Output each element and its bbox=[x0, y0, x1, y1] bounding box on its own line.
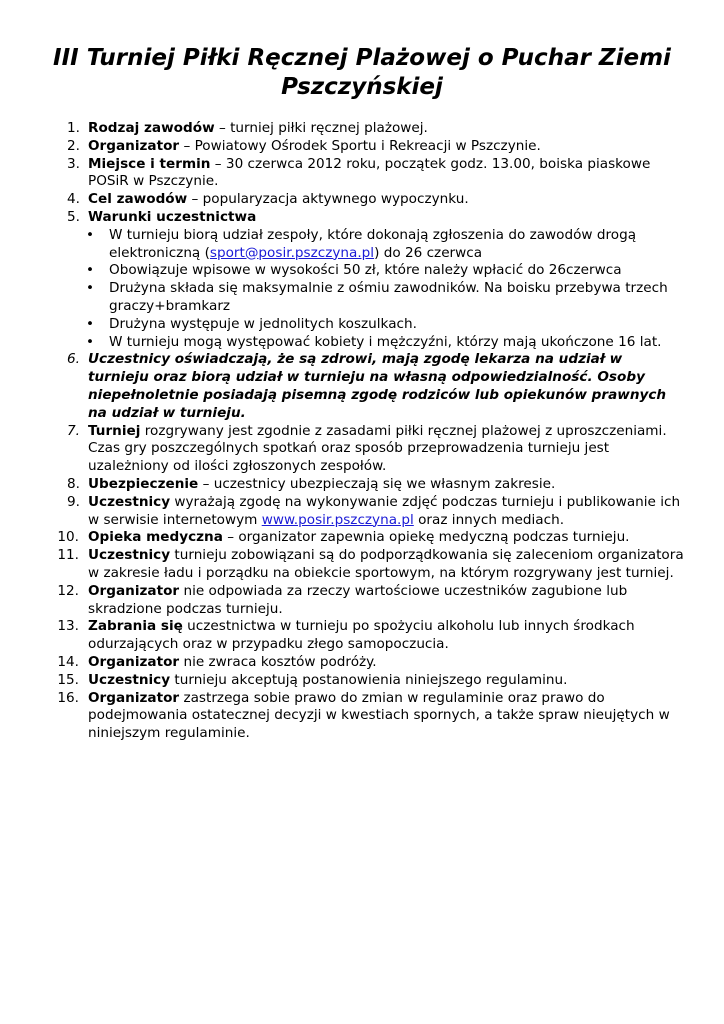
conditions-bullet-list bbox=[0, 227, 724, 352]
item-text: zastrzega sobie prawo do zmian w regulaminie oraz prawo do podejmowania ostatecznej decyzji w kwestiach spornych, a także spraw nieujętych w niniejszym regulaminie. bbox=[88, 689, 670, 742]
item-number: 16. bbox=[57, 689, 79, 706]
item-text: wyrażają zgodę na wykonywanie zdjęć podczas turnieju i publikowanie ich w serwisie internetowym bbox=[88, 493, 681, 528]
bullet-icon: • bbox=[86, 280, 95, 297]
bullet-text: Drużyna występuje w jednolitych koszulkach. bbox=[109, 315, 417, 332]
bullet-item bbox=[86, 280, 684, 316]
item-number: 11. bbox=[57, 547, 79, 564]
list-item bbox=[0, 690, 724, 743]
item-heading: Opieka medyczna bbox=[88, 529, 223, 546]
item-text: turnieju zobowiązani są do podporządkowania się zaleceniom organizatora w zakresie ładu i porządku na obiekcie sportowym, na którym rozgrywany jest turniej. bbox=[88, 547, 684, 581]
item-heading: Rodzaj zawodów bbox=[88, 120, 215, 136]
list-item bbox=[0, 547, 724, 583]
bullet-icon: • bbox=[86, 333, 95, 350]
list-item bbox=[0, 672, 724, 690]
item-heading: Turniej bbox=[88, 422, 141, 439]
item-heading: Uczestnicy bbox=[88, 493, 171, 510]
item-text: – Powiatowy Ośrodek Sportu i Rekreacji w Pszczynie. bbox=[179, 137, 541, 154]
item-number: 10. bbox=[57, 529, 79, 546]
list-item bbox=[0, 494, 724, 530]
item-heading: Organizator bbox=[88, 137, 180, 154]
bullet-item bbox=[86, 333, 684, 352]
bullet-text: ) do 26 czerwca bbox=[374, 244, 483, 261]
item-number: 9. bbox=[67, 493, 80, 510]
item-text: uczestnictwa w turnieju po spożyciu alkoholu lub innych środkach odurzających oraz w przypadku złego samopoczucia. bbox=[88, 618, 635, 653]
list-item bbox=[0, 654, 724, 672]
item-number: 3. bbox=[67, 155, 80, 172]
list-item bbox=[0, 583, 724, 619]
item-heading: Uczestnicy bbox=[88, 671, 171, 688]
list-item bbox=[0, 618, 724, 654]
list-item bbox=[0, 120, 724, 138]
item-text: – popularyzacja aktywnego wypoczynku. bbox=[187, 191, 469, 208]
item-number: 8. bbox=[67, 475, 80, 492]
document-title: III Turniej Piłki Ręcznej Plażowej o Puchar Ziemi Pszczyńskiej bbox=[53, 45, 671, 100]
item-number: 12. bbox=[57, 582, 79, 599]
item-text: nie odpowiada za rzeczy wartościowe uczestników zagubione lub skradzione podczas turnieju. bbox=[88, 582, 628, 617]
item-heading: Organizator bbox=[88, 582, 180, 599]
bullet-item bbox=[86, 315, 684, 334]
bullet-text: W turnieju mogą występować kobiety i mężczyźni, którzy mają ukończone 16 lat. bbox=[109, 333, 662, 350]
rules-list bbox=[0, 120, 724, 743]
item-number: 15. bbox=[57, 671, 79, 688]
bullet-item bbox=[86, 262, 684, 280]
bullet-text: W turnieju biorą udział zespoły, które dokonają zgłoszenia do zawodów drogą elektroniczną ( bbox=[109, 226, 637, 261]
item-heading: Miejsce i termin bbox=[88, 155, 211, 172]
bullet-item bbox=[86, 226, 684, 263]
item-text: Uczestnicy oświadczają, że są zdrowi, mają zgodę lekarza na udział w turnieju oraz biorą udział w turnieju na własną odpowiedzialność. Osoby niepełnoletnie posiadają pisemną zgodę rodziców lub opiekunów prawnych na udział w turnieju. bbox=[88, 351, 667, 421]
item-number: 13. bbox=[57, 618, 79, 635]
list-item bbox=[0, 351, 724, 422]
item-number: 6. bbox=[67, 351, 80, 368]
item-number: 2. bbox=[67, 137, 80, 154]
item-heading: Warunki uczestnictwa bbox=[88, 208, 257, 225]
item-number: 4. bbox=[67, 191, 80, 208]
item-text: – uczestnicy ubezpieczają się we własnym zakresie. bbox=[198, 475, 556, 492]
list-item bbox=[0, 138, 724, 156]
list-item bbox=[0, 476, 724, 494]
item-text: oraz innych mediach. bbox=[413, 511, 565, 528]
list-item bbox=[0, 209, 724, 227]
item-number: 1. bbox=[67, 120, 80, 136]
bullet-text: Obowiązuje wpisowe w wysokości 50 zł, które należy wpłacić do 26czerwca bbox=[109, 262, 622, 279]
item-heading: Uczestnicy bbox=[88, 547, 171, 564]
bullet-icon: • bbox=[86, 315, 95, 332]
list-item bbox=[0, 156, 724, 192]
bullet-icon: • bbox=[86, 226, 95, 243]
item-text: turnieju akceptują postanowienia niniejszego regulaminu. bbox=[170, 671, 568, 688]
item-heading: Organizator bbox=[88, 689, 180, 706]
website-link[interactable]: www.posir.pszczyna.pl bbox=[261, 511, 414, 528]
bullet-icon: • bbox=[86, 262, 95, 279]
item-heading: Organizator bbox=[88, 653, 180, 670]
list-item bbox=[0, 529, 724, 547]
item-text: nie zwraca kosztów podróży. bbox=[179, 653, 377, 670]
item-number: 5. bbox=[67, 208, 80, 225]
list-item bbox=[0, 423, 724, 476]
bullet-text: Drużyna składa się maksymalnie z ośmiu zawodników. Na boisku przebywa trzech graczy+bramkarz bbox=[109, 280, 668, 314]
item-heading: Ubezpieczenie bbox=[88, 475, 199, 492]
item-number: 14. bbox=[57, 653, 79, 670]
item-text: rozgrywany jest zgodnie z zasadami piłki ręcznej plażowej z uproszczeniami. Czas gry poszczególnych spotkań oraz sposób przeprowadzenia turnieju jest uzależniony od ilości zgłoszonych zespołów. bbox=[88, 422, 667, 475]
email-link[interactable]: sport@posir.pszczyna.pl bbox=[209, 244, 375, 261]
item-heading: Cel zawodów bbox=[88, 191, 188, 208]
item-text: – 30 czerwca 2012 roku, początek godz. 13.00, boiska piaskowe POSiR w Pszczynie. bbox=[88, 155, 651, 190]
item-heading: Zabrania się bbox=[88, 618, 183, 635]
item-number: 7. bbox=[67, 422, 80, 439]
item-text: – organizator zapewnia opiekę medyczną podczas turnieju. bbox=[222, 529, 630, 546]
list-item bbox=[0, 191, 724, 209]
item-text: – turniej piłki ręcznej plażowej. bbox=[214, 120, 428, 136]
